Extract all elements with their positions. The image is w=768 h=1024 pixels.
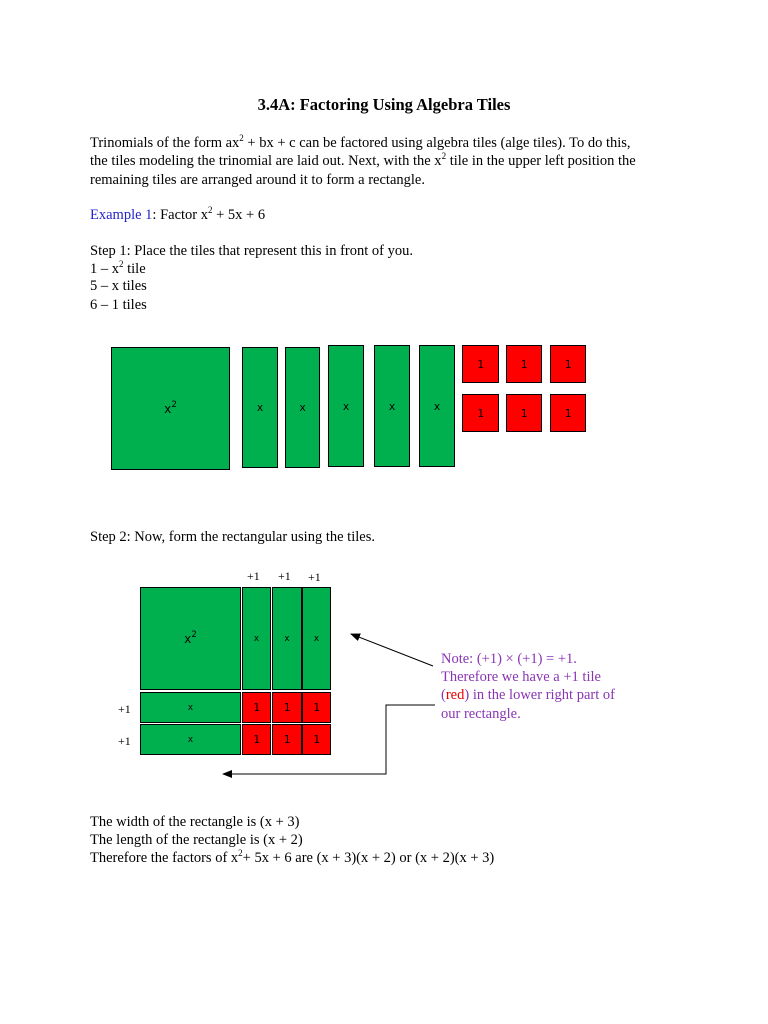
callout-arrow (223, 705, 435, 774)
one-tile: 1 (550, 394, 586, 432)
x-tile: x (302, 587, 331, 690)
note-line-1: Note: (+1) × (+1) = +1. (441, 651, 577, 667)
note-line-2: Therefore we have a +1 tile (441, 669, 601, 685)
intro-text: Trinomials of the form ax (90, 135, 240, 151)
note-arrow (351, 634, 433, 666)
red-word: red (445, 687, 465, 703)
one-tile: 1 (302, 724, 331, 755)
result-text: + 5x + 6 are (x + 3)(x + 2) or (x + 2)(x + 3) (242, 850, 495, 866)
page-title: 3.4A: Factoring Using Algebra Tiles (257, 95, 511, 114)
top-label: +1 (308, 570, 321, 584)
result-line-2: The length of the rectangle is (x + 2) (90, 832, 303, 848)
superscript: 2 (208, 205, 213, 215)
superscript: 2 (191, 629, 197, 640)
step1-item-3: 6 – 1 tiles (90, 297, 147, 313)
one-tile: 1 (506, 394, 542, 432)
x-tile: x (272, 587, 302, 690)
superscript: 2 (239, 133, 244, 143)
superscript: 2 (171, 399, 177, 410)
x-tile: x (419, 345, 455, 467)
intro-line-3: remaining tiles are arranged around it to form a rectangle. (90, 172, 425, 188)
item-text: tile (123, 261, 146, 277)
step1-line: Step 1: Place the tiles that represent this in front of you. (90, 243, 413, 259)
x-tile: x (328, 345, 364, 467)
one-tile: 1 (462, 394, 499, 432)
example-label: Example 1 (90, 207, 153, 223)
one-tile: 1 (302, 692, 331, 723)
note-line-4: our rectangle. (441, 706, 521, 722)
superscript: 2 (119, 259, 124, 269)
one-tile: 1 (272, 724, 302, 755)
side-label: +1 (118, 702, 131, 716)
example-text: : Factor x (152, 207, 208, 223)
result-line-3 (90, 849, 494, 867)
x-tile: x (285, 347, 320, 468)
intro-text: the tiles modeling the trinomial are laid out. Next, with the x (90, 153, 442, 169)
one-tile: 1 (242, 724, 271, 755)
x-tile: x (140, 692, 241, 723)
step2-line: Step 2: Now, form the rectangular using the tiles. (90, 529, 375, 545)
example-text: + 5x + 6 (212, 207, 266, 223)
top-label: +1 (278, 569, 291, 583)
note-text: ) in the lower right part of (464, 687, 615, 703)
note-text: ( (441, 687, 446, 703)
note-line-3 (441, 686, 615, 705)
step1-item-2: 5 – x tiles (90, 278, 147, 294)
one-tile: 1 (462, 345, 499, 383)
one-tile: 1 (272, 692, 302, 723)
top-label: +1 (247, 569, 260, 583)
tile-label-base: x (164, 401, 172, 416)
intro-text: tile in the upper left position the (446, 153, 636, 169)
result-line-1: The width of the rectangle is (x + 3) (90, 814, 300, 830)
item-text: 1 – x (90, 261, 119, 277)
x-tile: x (374, 345, 410, 467)
one-tile: 1 (506, 345, 542, 383)
intro-text: + bx + c can be factored using algebra tiles (alge tiles). To do this, (243, 135, 631, 151)
superscript: 2 (238, 848, 243, 858)
x-tile: x (242, 347, 278, 468)
one-tile: 1 (550, 345, 586, 383)
tile-label-base: x (184, 631, 192, 646)
result-text: Therefore the factors of x (90, 850, 239, 866)
x-tile: x (140, 724, 241, 755)
one-tile: 1 (242, 692, 271, 723)
superscript: 2 (441, 151, 447, 161)
side-label: +1 (118, 734, 131, 748)
x-tile: x (242, 587, 271, 690)
